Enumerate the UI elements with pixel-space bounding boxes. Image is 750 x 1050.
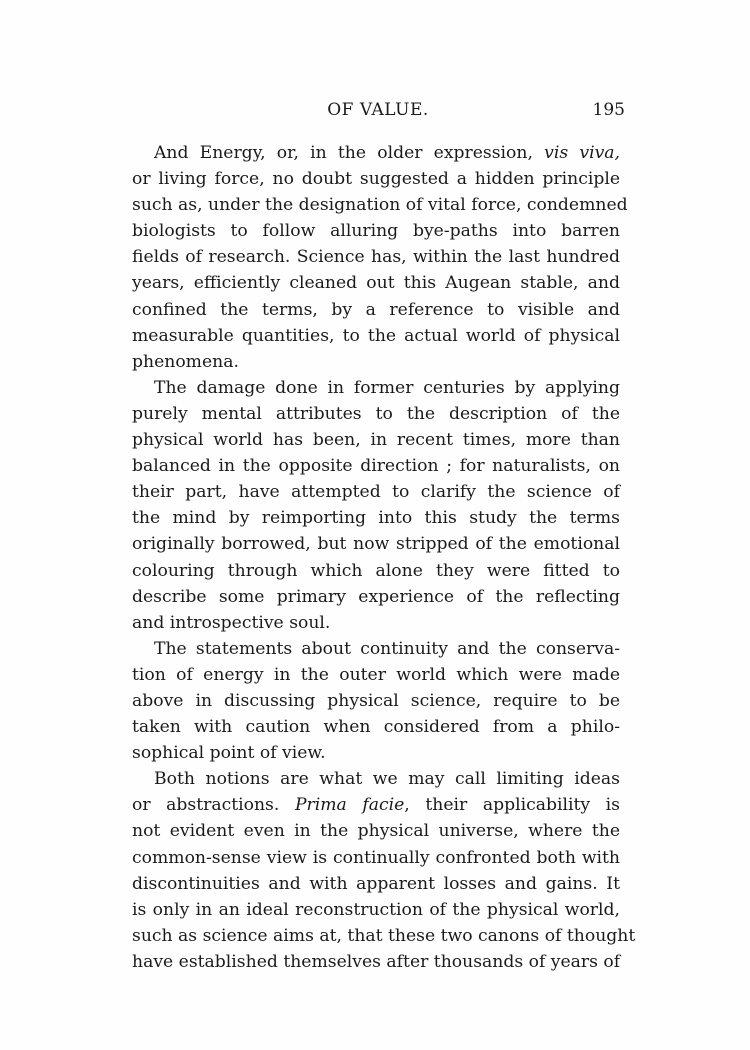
text-segment: or living force, no doubt suggested a hidden principle [132, 169, 620, 190]
text-segment: sophical point of view. [132, 743, 326, 764]
text-line [132, 584, 620, 610]
running-header-title: OF VALUE. [327, 100, 429, 120]
text-line [132, 244, 620, 270]
text-segment: above in discussing physical science, require to be [132, 690, 620, 711]
text-segment: and introspective soul. [132, 612, 331, 633]
text-segment: And Energy, or, in the older expression, [154, 143, 545, 163]
text-segment: describe some primary experience of the reflecting [132, 586, 620, 607]
text-line [132, 845, 620, 871]
text-segment: their part, have attempted to clarify the science of [132, 482, 620, 503]
text-segment: is only in an ideal reconstruction of the physical world, [132, 899, 620, 920]
text-segment: phenomena. [132, 351, 239, 372]
text-line [132, 375, 620, 401]
text-segment: tion of energy in the outer world which were made [132, 664, 620, 685]
text-segment: , their applicability is [404, 795, 620, 816]
text-segment: such as science aims at, that these two canons of thought [132, 925, 636, 946]
text-segment: taken with caution when considered from a philo- [132, 717, 620, 738]
text-line [132, 662, 620, 688]
text-segment: Both notions are what we may call limiting ideas [154, 769, 620, 790]
text-line [132, 140, 620, 166]
text-line [132, 714, 620, 740]
text-line [132, 453, 620, 479]
text-segment: physical world has been, in recent times, more than [132, 430, 620, 451]
paragraph [132, 766, 636, 975]
text-line [132, 636, 620, 662]
text-segment: have established themselves after thousands of years of [132, 951, 621, 972]
text-segment: biologists to follow alluring bye-paths into barren [132, 221, 620, 242]
text-line [132, 427, 620, 453]
text-line [132, 558, 620, 584]
text-segment: confined the terms, by a reference to visible and [132, 299, 620, 320]
text-segment: balanced in the opposite direction ; for naturalists, on [132, 456, 620, 477]
text-segment: fields of research. Science has, within the last hundred [132, 247, 620, 268]
text-line [132, 531, 620, 557]
text-line [132, 349, 620, 375]
paragraph [132, 636, 620, 766]
text-line [132, 897, 620, 923]
text-segment: years, efficiently cleaned out this Augean stable, and [132, 273, 620, 294]
text-line [132, 871, 620, 897]
text-segment: discontinuities and with apparent losses and gains. It [132, 873, 620, 894]
text-segment: such as, under the designation of vital force, condemned [132, 195, 628, 216]
text-line [132, 323, 620, 349]
text-segment: purely mental attributes to the description of the [132, 403, 620, 424]
text-line [132, 740, 620, 766]
text-segment: the mind by reimporting into this study the terms [132, 508, 620, 529]
text-line [132, 297, 620, 323]
text-line [132, 218, 620, 244]
text-line [132, 192, 628, 218]
body-text [132, 140, 636, 975]
text-segment: colouring through which alone they were fitted to [132, 560, 620, 581]
text-line [132, 766, 620, 792]
text-segment: The damage done in former centuries by applying [154, 377, 620, 398]
text-line [132, 505, 620, 531]
text-segment: Prima facie [294, 795, 405, 816]
paragraph [132, 140, 628, 375]
text-segment: The statements about continuity and the conserva- [154, 638, 620, 659]
text-line [132, 792, 620, 818]
text-segment: or abstractions. [132, 795, 295, 816]
text-line [132, 479, 620, 505]
text-line [132, 610, 620, 636]
text-line [132, 949, 620, 975]
page-number: 195 [592, 100, 625, 120]
text-line [132, 166, 620, 192]
text-line [132, 688, 620, 714]
text-line [132, 270, 620, 296]
text-segment: measurable quantities, to the actual world of physical [132, 325, 620, 346]
text-segment: common-sense view is continually confronted both with [132, 847, 620, 868]
text-segment: vis viva, [544, 143, 620, 163]
text-line [132, 401, 620, 427]
text-segment: originally borrowed, but now stripped of the emotional [132, 534, 620, 555]
text-line [132, 923, 636, 949]
paragraph [132, 375, 620, 636]
text-line [132, 818, 620, 844]
text-segment: not evident even in the physical universe, where the [132, 821, 620, 842]
